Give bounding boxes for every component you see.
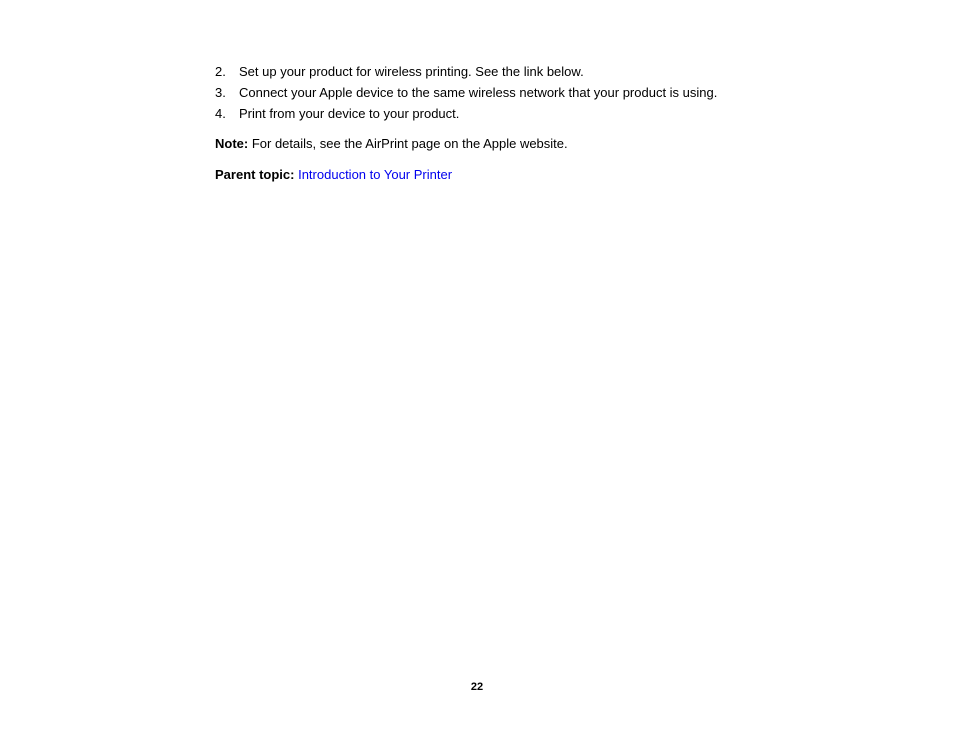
step-text: Set up your product for wireless printing. See the link below. [239,64,584,79]
step-number: 3. [215,85,226,100]
list-item [215,103,717,124]
note-label: Note: [215,136,249,151]
step-text: Print from your device to your product. [239,106,460,121]
page-number: 22 [470,681,484,693]
list-item [215,61,717,82]
parent-topic-link[interactable]: Introduction to Your Printer [298,167,453,182]
parent-topic [215,166,452,183]
step-text: Connect your Apple device to the same wireless network that your product is using. [239,85,718,100]
list-item [215,82,717,103]
step-number: 2. [215,64,226,79]
parent-topic-label: Parent topic: [215,167,295,182]
note-paragraph [215,135,568,152]
note-text: For details, see the AirPrint page on the Apple website. [248,136,568,151]
steps-list [215,61,717,124]
step-number: 4. [215,106,226,121]
